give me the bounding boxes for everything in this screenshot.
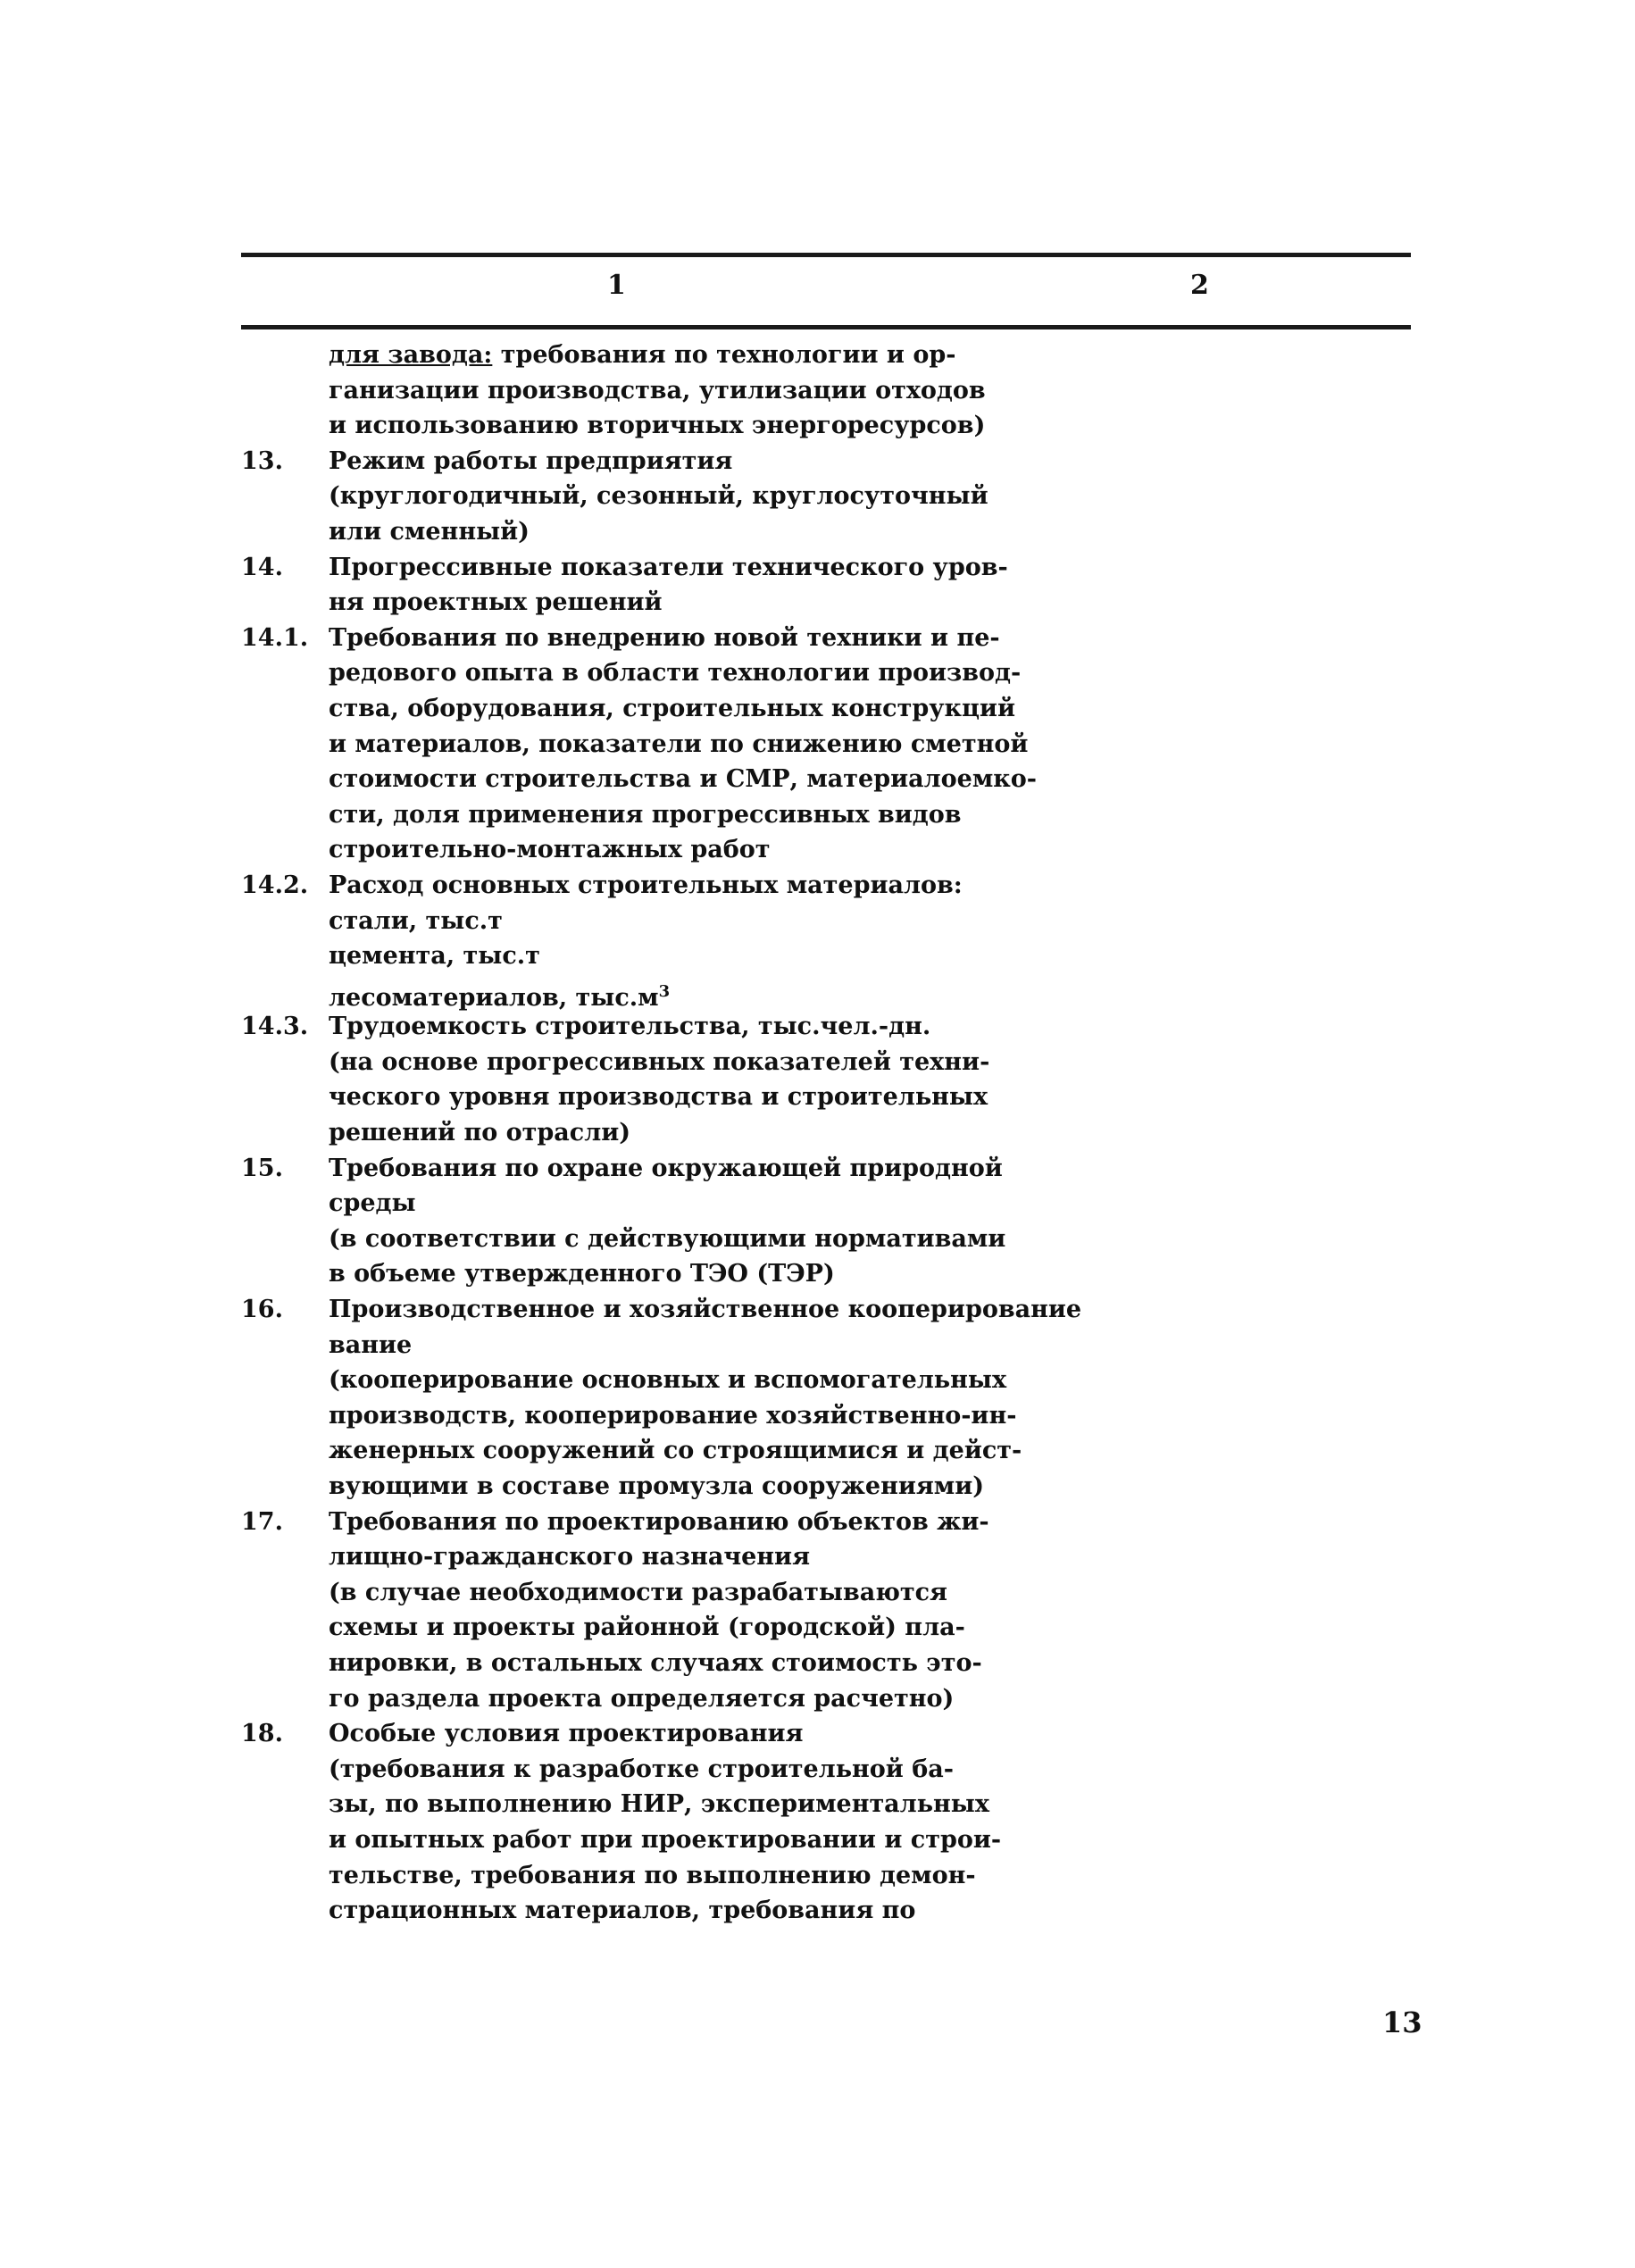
underlined-text: для завода: <box>329 341 493 369</box>
item-number <box>241 904 329 939</box>
item-text <box>329 621 1045 656</box>
text-content: (требования к разработке строительной ба- <box>329 1755 954 1783</box>
text-line <box>241 904 1045 939</box>
text-line <box>241 550 1045 586</box>
item-number <box>241 1822 329 1858</box>
text-content: вание <box>329 1330 413 1359</box>
item-number <box>241 585 329 621</box>
text-content: и использованию вторичных энергоресурсов) <box>329 412 986 440</box>
text-content: Трудоемкость строительства, тыс.чел.-дн. <box>329 1013 931 1041</box>
item-number <box>241 1328 329 1363</box>
item-number <box>241 727 329 763</box>
item-number <box>241 1787 329 1822</box>
table-header-rule <box>241 325 1411 329</box>
text-content: вующими в составе промузла сооружениями) <box>329 1472 985 1500</box>
item-text <box>329 1822 1045 1858</box>
item-text <box>329 1575 1045 1611</box>
item-number <box>241 974 329 1010</box>
text-line <box>241 1752 1045 1788</box>
text-line <box>241 514 1045 550</box>
item-number: 17. <box>241 1507 283 1536</box>
text-content: производств, кооперирование хозяйственно-ин- <box>329 1401 1017 1430</box>
text-line <box>241 1505 1045 1540</box>
item-number <box>241 1681 329 1717</box>
item-number <box>241 408 329 444</box>
item-text <box>329 762 1045 797</box>
text-content: нировки, в остальных случаях стоимость это- <box>329 1648 982 1677</box>
item-number <box>241 1363 329 1398</box>
item-text <box>329 1398 1045 1434</box>
text-line <box>241 373 1045 409</box>
text-content: тельстве, требования по выполнению демон- <box>329 1861 976 1889</box>
item-text <box>329 408 1045 444</box>
item-number: 14.3. <box>241 1013 309 1041</box>
text-line <box>241 655 1045 691</box>
item-number <box>241 691 329 727</box>
text-content: (круглогодичный, сезонный, круглосуточный <box>329 482 989 511</box>
text-content: ческого уровня производства и строительных <box>329 1083 989 1112</box>
text-content: (в случае необходимости разрабатываются <box>329 1578 948 1606</box>
item-text <box>329 691 1045 727</box>
text-content: лищно-гражданского назначения <box>329 1543 811 1572</box>
text-line <box>241 691 1045 727</box>
text-line <box>241 408 1045 444</box>
item-number: 15. <box>241 1154 283 1182</box>
item-text <box>329 1328 1045 1363</box>
item-number <box>241 797 329 833</box>
item-number <box>241 338 329 373</box>
item-text <box>329 1787 1045 1822</box>
text-line <box>241 1716 1045 1752</box>
item-text <box>329 1292 1081 1328</box>
item-text <box>329 1539 1045 1575</box>
text-line <box>241 797 1045 833</box>
text-content: (на основе прогрессивных показателей техни- <box>329 1047 990 1076</box>
text-content: в объеме утвержденного ТЭО (ТЭР) <box>329 1260 835 1288</box>
text-content: или сменный) <box>329 517 530 546</box>
item-text <box>329 1752 1045 1788</box>
text-line <box>241 832 1045 868</box>
text-content: ня проектных решений <box>329 588 663 617</box>
text-content: (в соответствии с действующими нормативами <box>329 1224 1006 1253</box>
item-text <box>329 1363 1045 1398</box>
text-content: лесоматериалов, тыс.м <box>329 983 659 1012</box>
text-line <box>241 585 1045 621</box>
text-content: сти, доля применения прогрессивных видов <box>329 800 962 829</box>
text-line <box>241 868 1045 904</box>
text-content: строительно-монтажных работ <box>329 836 771 864</box>
item-number <box>241 1893 329 1929</box>
text-content: ства, оборудования, строительных конструкций <box>329 694 1015 722</box>
text-line <box>241 1858 1045 1894</box>
text-content: Особые условия проектирования <box>329 1720 804 1748</box>
text-content: зы, по выполнению НИР, экспериментальных <box>329 1790 989 1819</box>
text-line <box>241 1575 1045 1611</box>
item-number: 16. <box>241 1296 283 1324</box>
text-line <box>241 1256 1045 1292</box>
text-line <box>241 1328 1045 1363</box>
text-line <box>241 1893 1045 1929</box>
text-line <box>241 1469 1045 1505</box>
item-text <box>329 1045 1045 1080</box>
item-number <box>241 1610 329 1646</box>
item-number: 13. <box>241 446 283 475</box>
text-line <box>241 1151 1045 1187</box>
text-line <box>241 338 1045 373</box>
superscript: 3 <box>658 981 671 1001</box>
table-top-rule <box>241 253 1411 257</box>
text-content: женерных сооружений со строящимися и дейст- <box>329 1437 1022 1465</box>
text-line <box>241 1115 1045 1151</box>
item-number <box>241 1398 329 1434</box>
text-content: и материалов, показатели по снижению сметной <box>329 730 1029 758</box>
text-line <box>241 1539 1045 1575</box>
item-number <box>241 655 329 691</box>
item-number: 14.2. <box>241 871 309 899</box>
text-line <box>241 1646 1045 1681</box>
item-text <box>329 797 1045 833</box>
item-number <box>241 1222 329 1257</box>
text-content: Производственное и хозяйственное кооперирование <box>329 1296 1082 1324</box>
item-number <box>241 1256 329 1292</box>
item-number <box>241 1045 329 1080</box>
item-text <box>329 974 1045 1010</box>
item-number: 14. <box>241 553 283 581</box>
text-line <box>241 621 1045 656</box>
item-number <box>241 1858 329 1894</box>
text-content: Требования по внедрению новой техники и пе- <box>329 623 1000 652</box>
text-line <box>241 762 1045 797</box>
table-body-text <box>241 338 1082 1929</box>
text-line <box>241 1222 1045 1257</box>
item-text <box>329 585 1045 621</box>
item-text <box>329 1505 1045 1540</box>
text-rest: требования по технологии и ор- <box>492 341 956 369</box>
item-text <box>329 373 1045 409</box>
item-text <box>329 1858 1045 1894</box>
text-line <box>241 1433 1045 1469</box>
item-text <box>329 550 1045 586</box>
item-number <box>241 832 329 868</box>
text-content: Требования по охране окружающей природной <box>329 1154 1003 1182</box>
item-number <box>241 1433 329 1469</box>
item-text <box>329 1256 1045 1292</box>
text-line <box>241 1186 1045 1222</box>
text-line <box>241 1363 1045 1398</box>
item-text <box>329 1115 1045 1151</box>
item-text <box>329 1080 1045 1115</box>
text-content: Расход основных строительных материалов: <box>329 871 963 899</box>
text-line <box>241 938 1045 974</box>
text-line <box>241 727 1045 763</box>
item-number <box>241 938 329 974</box>
text-line <box>241 1681 1045 1717</box>
text-content: страционных материалов, требования по <box>329 1897 916 1925</box>
item-text <box>329 1893 1045 1929</box>
item-text <box>329 1716 1045 1752</box>
item-number <box>241 1186 329 1222</box>
text-content: Прогрессивные показатели технического уров- <box>329 553 1008 581</box>
item-number: 18. <box>241 1720 283 1748</box>
item-text <box>329 1222 1045 1257</box>
text-content: решений по отрасли) <box>329 1119 631 1147</box>
item-text <box>329 1151 1045 1187</box>
item-text <box>329 514 1045 550</box>
text-line <box>241 1398 1045 1434</box>
text-content: и опытных работ при проектировании и строи- <box>329 1825 1002 1854</box>
text-line <box>241 1610 1045 1646</box>
item-text <box>329 727 1045 763</box>
text-line <box>241 1045 1045 1080</box>
text-line <box>241 1787 1045 1822</box>
item-text <box>329 868 1045 904</box>
text-content: схемы и проекты районной (городской) пла- <box>329 1613 965 1642</box>
item-text <box>329 1433 1045 1469</box>
item-number <box>241 1115 329 1151</box>
text-line <box>241 1292 1082 1328</box>
item-number <box>241 1080 329 1115</box>
item-number <box>241 1752 329 1788</box>
text-line <box>241 1009 1045 1045</box>
text-content: цемента, тыс.т <box>329 942 540 971</box>
page-number: 13 <box>1382 2005 1422 2039</box>
item-number <box>241 1646 329 1681</box>
text-content: го раздела проекта определяется расчетно) <box>329 1684 955 1713</box>
text-line <box>241 1822 1045 1858</box>
item-text <box>329 832 1045 868</box>
item-number <box>241 479 329 514</box>
text-content: стоимости строительства и СМР, материалоемко- <box>329 765 1037 794</box>
item-number: 14.1. <box>241 623 309 652</box>
item-text <box>329 479 1045 514</box>
item-number <box>241 1469 329 1505</box>
item-text <box>329 338 1045 373</box>
text-line <box>241 444 1045 479</box>
item-number <box>241 514 329 550</box>
text-content: Требования по проектированию объектов жи- <box>329 1507 989 1536</box>
item-text <box>329 444 1045 479</box>
text-content: Режим работы предприятия <box>329 446 733 475</box>
item-text <box>329 1610 1045 1646</box>
item-text <box>329 938 1045 974</box>
item-text <box>329 904 1045 939</box>
item-text <box>329 655 1045 691</box>
item-text <box>329 1646 1045 1681</box>
text-content: среды <box>329 1189 416 1218</box>
text-line <box>241 974 1045 1010</box>
item-text <box>329 1186 1045 1222</box>
item-number <box>241 762 329 797</box>
text-line <box>241 1080 1045 1115</box>
item-text <box>329 1009 1045 1045</box>
text-content: редового опыта в области технологии производ- <box>329 659 1022 688</box>
column-header-1: 1 <box>607 270 626 301</box>
text-line <box>241 479 1045 514</box>
text-content: стали, тыс.т <box>329 906 503 935</box>
item-text <box>329 1681 1045 1717</box>
text-content: (кооперирование основных и вспомогательных <box>329 1366 1007 1395</box>
item-text <box>329 1469 1045 1505</box>
text-content: ганизации производства, утилизации отходов <box>329 376 986 404</box>
item-number <box>241 1539 329 1575</box>
column-header-2: 2 <box>1190 270 1209 301</box>
item-number <box>241 1575 329 1611</box>
item-number <box>241 373 329 409</box>
